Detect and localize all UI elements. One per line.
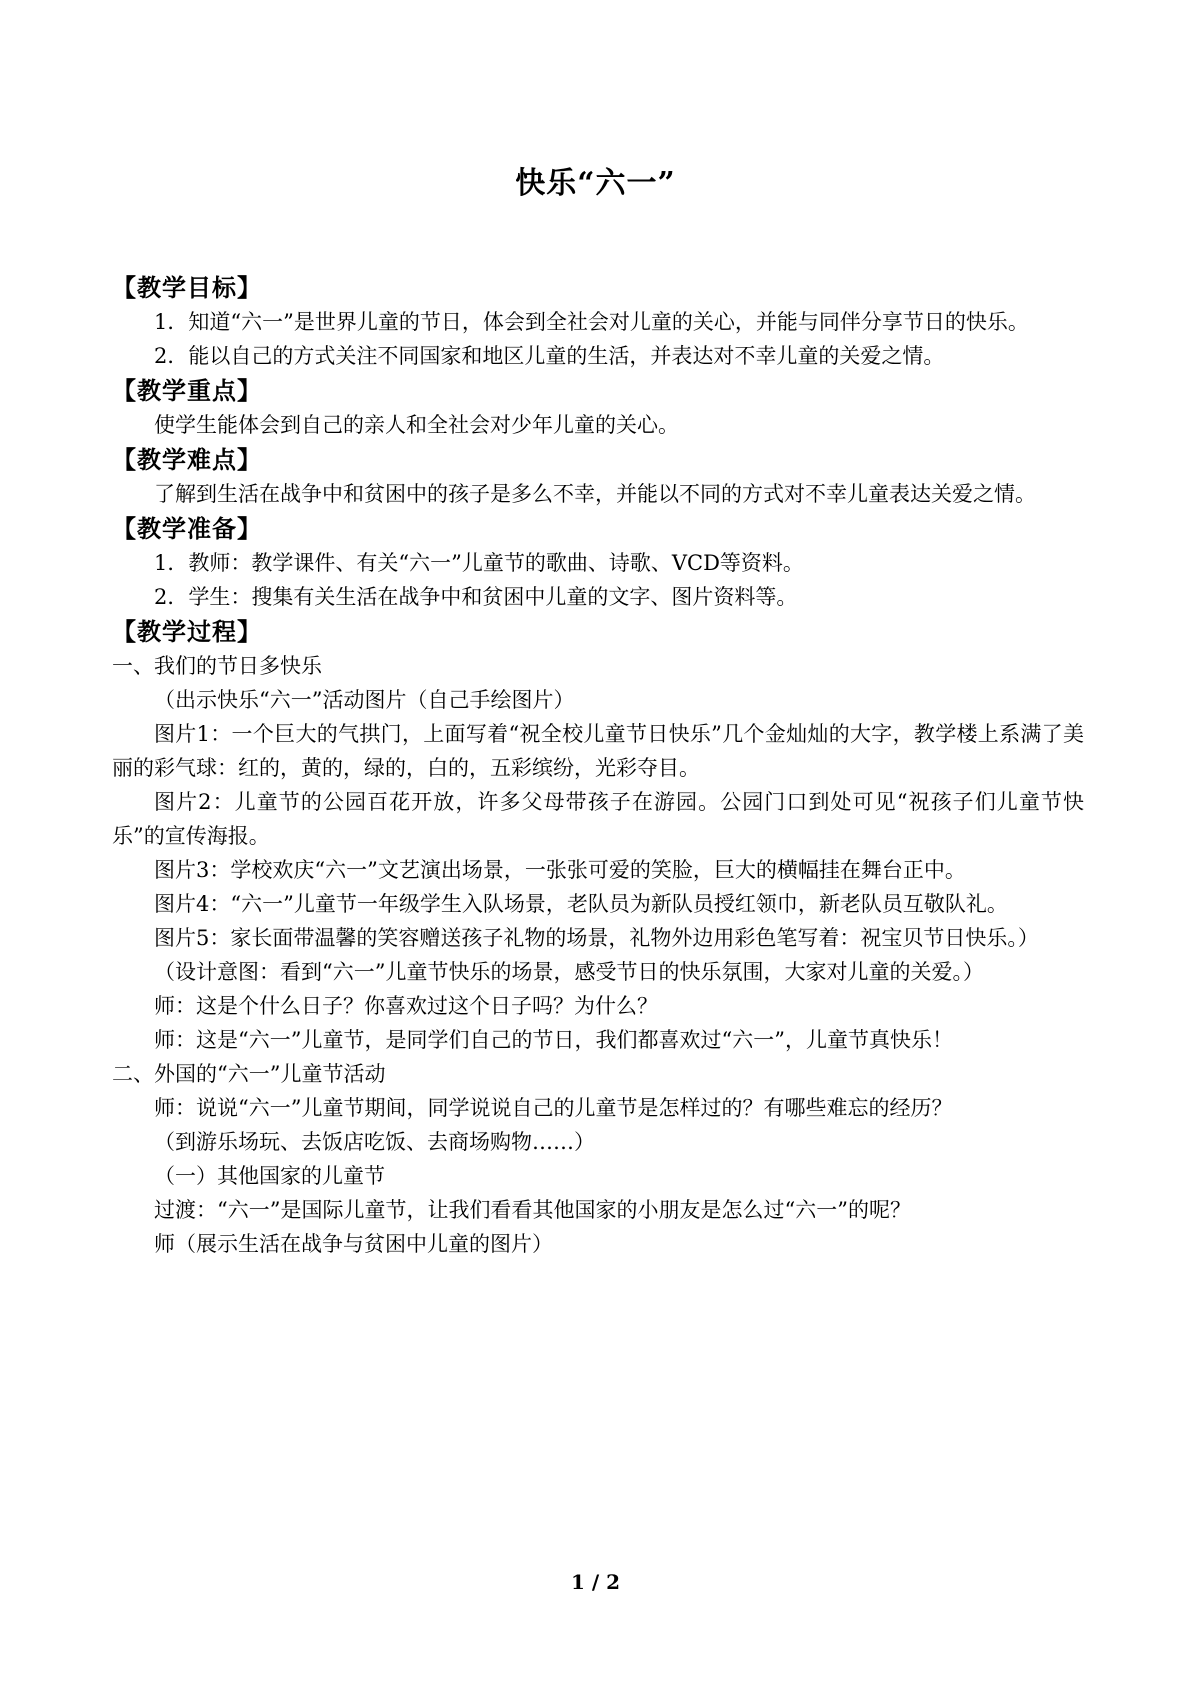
teacher-question: 师：这是个什么日子？你喜欢过这个日子吗？为什么？ <box>154 994 658 1018</box>
design-intent: （设计意图：看到“六一”儿童节快乐的场景，感受节日的快乐氛围，大家对儿童的关爱。） <box>154 960 984 984</box>
heading-teaching-prep: 【教学准备】 <box>112 514 262 543</box>
picture-description: 图片5：家长面带温馨的笑容赠送孩子礼物的场景，礼物外边用彩色笔写着：祝宝贝节日快乐。） <box>154 926 1039 950</box>
heading-teaching-process: 【教学过程】 <box>112 617 262 646</box>
heading-teaching-focus: 【教学重点】 <box>112 376 262 405</box>
heading-teaching-goals: 【教学目标】 <box>112 273 262 302</box>
document-body <box>112 270 1084 1261</box>
teacher-question: 师：说说“六一”儿童节期间，同学说说自己的儿童节是怎样过的？有哪些难忘的经历？ <box>154 1096 953 1120</box>
prep-item: 2．学生：搜集有关生活在战争中和贫困中儿童的文字、图片资料等。 <box>154 585 798 609</box>
paragraph: （到游乐场玩、去饭店吃饭、去商场购物……） <box>154 1130 595 1154</box>
goal-item: 2．能以自己的方式关注不同国家和地区儿童的生活，并表达对不幸儿童的关爱之情。 <box>154 344 945 368</box>
paragraph: 师（展示生活在战争与贫困中儿童的图片） <box>154 1232 553 1256</box>
paragraph: 过渡：“六一”是国际儿童节，让我们看看其他国家的小朋友是怎么过“六一”的呢？ <box>154 1198 911 1222</box>
page-title: 快乐“六一” <box>515 166 676 201</box>
focus-text: 使学生能体会到自己的亲人和全社会对少年儿童的关心。 <box>154 413 679 437</box>
page-number: 1 / 2 <box>570 1570 621 1594</box>
paragraph: （出示快乐“六一”活动图片（自己手绘图片） <box>154 688 575 712</box>
picture-description: 图片3：学校欢庆“六一”文艺演出场景，一张张可爱的笑脸，巨大的横幅挂在舞台正中。 <box>154 858 966 882</box>
section-title: 二、外国的“六一”儿童节活动 <box>112 1062 386 1086</box>
picture-description: 图片2：儿童节的公园百花开放，许多父母带孩子在游园。公园门口到处可见“祝孩子们儿童节快乐”的宣传海报。 <box>112 790 1084 848</box>
section-title: 一、我们的节日多快乐 <box>112 654 322 678</box>
picture-description: 图片4：“六一”儿童节一年级学生入队场景，老队员为新队员授红领巾，新老队员互敬队礼。 <box>154 892 1008 916</box>
difficulty-text: 了解到生活在战争中和贫困中的孩子是多么不幸，并能以不同的方式对不幸儿童表达关爱之情。 <box>154 482 1036 506</box>
heading-teaching-difficulty: 【教学难点】 <box>112 445 262 474</box>
subsection-title: （一）其他国家的儿童节 <box>154 1164 385 1188</box>
goal-item: 1．知道“六一”是世界儿童的节日，体会到全社会对儿童的关心，并能与同伴分享节日的快乐。 <box>154 310 1029 334</box>
teacher-answer: 师：这是“六一”儿童节，是同学们自己的节日，我们都喜欢过“六一”，儿童节真快乐！ <box>154 1028 953 1052</box>
prep-item: 1．教师：教学课件、有关“六一”儿童节的歌曲、诗歌、VCD等资料。 <box>154 551 804 575</box>
picture-description: 图片1：一个巨大的气拱门，上面写着“祝全校儿童节日快乐”几个金灿灿的大字，教学楼上系满了美丽的彩气球：红的，黄的，绿的，白的，五彩缤纷，光彩夺目。 <box>112 722 1084 780</box>
